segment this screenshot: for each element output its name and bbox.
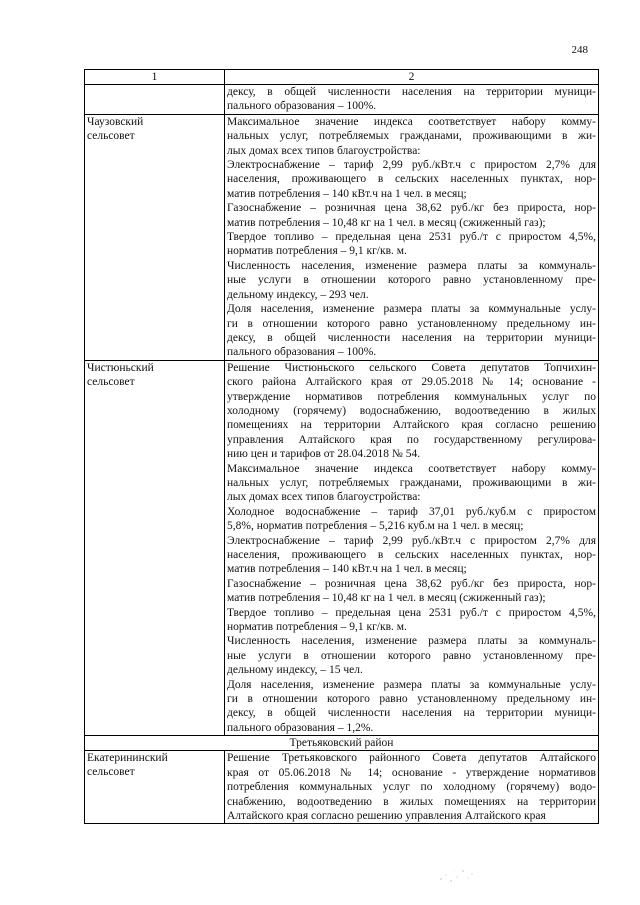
text-line: нальных услуг, потребляемых гражданами, проживающими в жи- <box>227 130 596 143</box>
text-line: Численность населения, изменение размера платы за коммуналь- <box>227 259 596 272</box>
text-line: Твердое топливо – предельная цена 2531 руб./т с приростом 4,5%, <box>227 231 596 244</box>
text-line: снабжению, водоотведению в жилых помещениях на территории <box>227 795 596 808</box>
paragraph <box>227 201 596 230</box>
settlement-name-cell <box>85 360 225 736</box>
text-line: Доля населения, изменение размера платы за коммунальные услу- <box>227 678 596 691</box>
table-row <box>85 751 599 824</box>
text-line: Максимальное значение индекса соответствует набору комму- <box>227 462 596 475</box>
text-line: норматив потребления – 9,1 кг/кв. м. <box>227 621 407 634</box>
scan-noise-marks <box>437 865 475 885</box>
text-line: Электроснабжение – тариф 2,99 руб./кВт.ч с приростом 2,7% для <box>227 534 596 547</box>
text-line: Доля населения, изменение размера платы за коммунальные услу- <box>227 303 596 316</box>
column-header-1: 1 <box>85 70 225 85</box>
paragraph <box>227 505 596 534</box>
text-line: дельному индексу, – 293 чел. <box>227 288 369 301</box>
text-line: пального образования – 100%. <box>227 100 377 113</box>
text-line: Холодное водоснабжение – тариф 37,01 руб./куб.м с приростом <box>227 505 596 518</box>
text-line: лых домах всех типов благоустройства: <box>227 491 421 504</box>
paragraph <box>227 634 596 677</box>
text-line: матив потребления – 10,48 кг на 1 чел. в месяц (сжиженный газ); <box>227 592 546 605</box>
description-cell <box>225 114 599 360</box>
paragraph <box>227 85 596 114</box>
paragraph <box>227 606 596 635</box>
text-line: норматив потребления – 9,1 кг/кв. м. <box>227 245 407 258</box>
text-line: Максимальное значение индекса соответствует набору комму- <box>227 115 596 128</box>
text-line: нию цен и тарифов от 28.04.2018 № 54. <box>227 448 421 461</box>
text-line: потребления коммунальных услуг по холодному (горячему) водо- <box>227 781 596 794</box>
text-line: Газоснабжение – розничная цена 38,62 руб./кг без прироста, нор- <box>227 577 596 590</box>
text-line: помещениях на территории Алтайского края согласно решению <box>227 419 596 432</box>
paragraph <box>227 751 596 823</box>
table-row <box>85 114 599 360</box>
paragraph <box>227 678 596 736</box>
text-line: Твердое топливо – предельная цена 2531 руб./т с приростом 4,5%, <box>227 606 596 619</box>
paragraph <box>227 462 596 505</box>
text-line: ги в отношении которого равно установленному предельному ин- <box>227 317 596 330</box>
text-line: Решение Чистюньского сельского Совета депутатов Топчихин- <box>227 361 596 374</box>
paragraph <box>227 230 596 259</box>
page-number: 248 <box>571 44 588 56</box>
settlement-name-line: сельсовет <box>87 766 135 779</box>
text-line: пального образования – 1,2%. <box>227 721 374 734</box>
paragraph <box>227 534 596 577</box>
table-row <box>85 360 599 736</box>
column-header-2: 2 <box>225 70 599 85</box>
region-title: Третьяковский район <box>85 736 599 751</box>
text-line: нальных услуг, потребляемых гражданами, проживающими в жи- <box>227 476 596 489</box>
settlement-name-cell <box>85 114 225 360</box>
text-line: матив потребления – 140 кВт.ч на 1 чел. в месяц; <box>227 563 467 576</box>
text-line: Электроснабжение – тариф 2,99 руб./кВт.ч с приростом 2,7% для <box>227 159 596 172</box>
table-row <box>85 85 599 115</box>
text-line: ского района Алтайского края от 29.05.2018 № 14; основание - <box>227 376 596 389</box>
paragraph <box>227 361 596 462</box>
settlement-name-line: Чистюньский <box>87 361 154 374</box>
table-header-row <box>85 70 599 85</box>
paragraph <box>227 158 596 201</box>
text-line: населения, проживающего в сельских населенных пунктах, нор- <box>227 173 596 186</box>
text-line: холодному (горячему) водоснабжению, водоотведению в жилых <box>227 404 596 417</box>
text-line: Алтайского края согласно решению управления Алтайского края <box>227 809 546 822</box>
text-line: края от 05.06.2018 № 14; основание - утверждение нормативов <box>227 766 596 779</box>
region-row <box>85 736 599 751</box>
description-cell <box>225 85 599 115</box>
description-cell <box>225 751 599 824</box>
description-cell <box>225 360 599 736</box>
text-line: управления Алтайского края по государственному регулирова- <box>227 433 596 446</box>
paragraph <box>227 115 596 158</box>
text-line: Решение Третьяковского районного Совета депутатов Алтайского <box>227 752 596 765</box>
text-line: матив потребления – 140 кВт.ч на 1 чел. в месяц; <box>227 187 467 200</box>
text-line: лых домах всех типов благоустройства: <box>227 144 421 157</box>
text-line: ные услуги в отношении которого равно установленному пре- <box>227 649 596 662</box>
paragraph <box>227 259 596 302</box>
settlement-name-cell <box>85 751 225 824</box>
paragraph <box>227 302 596 360</box>
text-line: Численность населения, изменение размера платы за коммуналь- <box>227 635 596 648</box>
settlement-name-cell <box>85 85 225 115</box>
text-line: ные услуги в отношении которого равно установленному пре- <box>227 274 596 287</box>
text-line: ги в отношении которого равно установленному предельному ин- <box>227 693 596 706</box>
settlement-name-line: Екатерининский <box>87 752 168 765</box>
text-line: дельному индексу, – 15 чел. <box>227 664 363 677</box>
text-line: дексу, в общей численности населения на территории муници- <box>227 707 596 720</box>
settlement-name-line: сельсовет <box>87 129 135 142</box>
paragraph <box>227 577 596 606</box>
text-line: утверждение нормативов потребления коммунальных услуг по <box>227 390 596 403</box>
document-table <box>84 69 599 824</box>
text-line: пального образования – 100%. <box>227 346 377 359</box>
text-line: матив потребления – 10,48 кг на 1 чел. в месяц (сжиженный газ); <box>227 216 546 229</box>
text-line: Газоснабжение – розничная цена 38,62 руб./кг без прироста, нор- <box>227 202 596 215</box>
text-line: дексу, в общей численности населения на территории муници- <box>227 331 596 344</box>
settlement-name-line: Чаузовский <box>87 115 144 128</box>
text-line: населения, проживающего в сельских населенных пунктах, нор- <box>227 549 596 561</box>
settlement-name-line: сельсовет <box>87 375 135 388</box>
text-line: 5,8%, норматив потребления – 5,216 куб.м на 1 чел. в месяц; <box>227 520 524 533</box>
text-line: дексу, в общей численности населения на территории муници- <box>227 86 596 98</box>
